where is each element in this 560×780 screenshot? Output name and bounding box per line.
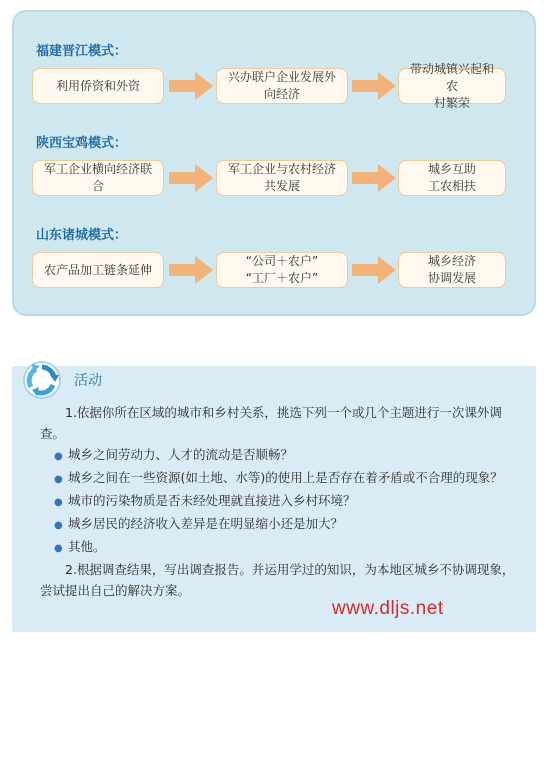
arrow-right-icon (169, 256, 213, 284)
arrow-right-icon (352, 164, 396, 192)
model-title: 山东诸城模式： (36, 228, 128, 243)
flow-step-text: 城乡经济 协调发展 (427, 254, 476, 285)
activity-section (12, 366, 536, 632)
bullet-text: 城乡之间在一些资源(如土地、水等)的使用上是否存在着矛盾或不合理的现象？ (68, 470, 503, 485)
flow-step-text: 带动城镇兴起和农 村繁荣 (409, 61, 494, 110)
activity-item-2: 2.根据调查结果，写出调查报告。并运用学过的知识，为本地区城乡不协调现象，尝试提出自己的解决方案。 (40, 562, 515, 598)
flow-step-box (216, 160, 348, 196)
bullet-dot-icon: ● (54, 474, 63, 485)
bullet-text: 其他。 (68, 539, 106, 554)
arrow-right-icon (169, 72, 213, 100)
flow-step-box (398, 160, 506, 196)
flow-step-text: 利用侨资和外资 (55, 78, 140, 93)
bullet-dot-icon: ● (54, 543, 63, 554)
flow-step-text: “公司＋农户” “工厂＋农户” (245, 254, 319, 285)
flow-step-text: 农产品加工链条延伸 (43, 262, 152, 277)
flow-step-box (32, 160, 164, 196)
model-title: 陕西宝鸡模式： (36, 136, 128, 151)
flow-step-box (216, 68, 348, 104)
activity-header (12, 366, 536, 392)
activity-item-1: 1.依据你所在区域的城市和乡村关系，挑选下列一个或几个主题进行一次课外调查。 (40, 405, 502, 441)
arrow-right-icon (352, 256, 396, 284)
flow-step-box (398, 252, 506, 288)
bullet-dot-icon: ● (54, 497, 63, 508)
arrow-right-icon (169, 164, 213, 192)
flow-step-box (398, 61, 506, 110)
bullet-text: 城市的污染物质是否未经处理就直接进入乡村环境？ (68, 493, 356, 508)
bullet-dot-icon: ● (54, 451, 63, 462)
flow-step-box (32, 252, 164, 288)
bullet-item (40, 536, 518, 559)
activity-body (40, 402, 518, 601)
flow-step-text: 城乡互助 工农相扶 (427, 162, 476, 193)
flow-step-text: 兴办联户企业发展外 向经济 (227, 70, 336, 101)
flow-step-box (32, 68, 164, 104)
activity-title: 活动 (74, 373, 102, 389)
bullet-item (40, 513, 518, 536)
refresh-cycle-icon (22, 360, 62, 400)
bullet-text: 城乡居民的经济收入差异是在明显缩小还是加大？ (68, 516, 344, 531)
bullet-item (40, 490, 518, 513)
models-panel (12, 10, 536, 316)
bullet-item (40, 444, 518, 467)
bullet-item (40, 467, 518, 490)
bullet-dot-icon: ● (54, 520, 63, 531)
model-title: 福建晋江模式： (36, 44, 128, 59)
watermark: www.dljs.net (332, 598, 444, 619)
flow-step-text: 军工企业横向经济联合 (43, 162, 152, 193)
flow-step-box (216, 252, 348, 288)
bullet-text: 城乡之间劳动力、人才的流动是否顺畅？ (68, 447, 294, 462)
arrow-right-icon (352, 72, 396, 100)
flow-step-text: 军工企业与农村经济 共发展 (227, 162, 336, 193)
